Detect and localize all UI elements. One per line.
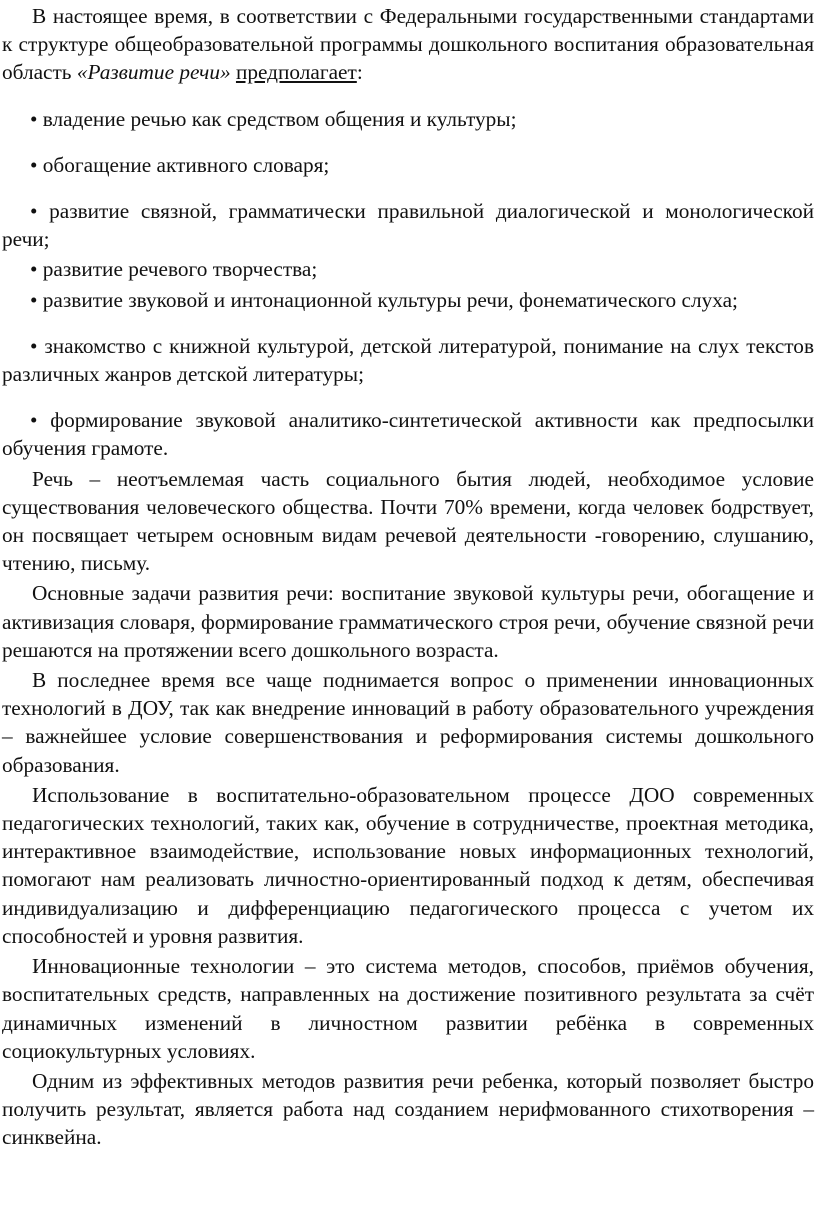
paragraph-tasks: Основные задачи развития речи: воспитание звуковой культуры речи, обогащение и активизация словаря, формирование грамматического строя речи, обучение связной речи решаются на протяжении всего дошкольного возраста. — [2, 581, 814, 662]
paragraph-definition: Инновационные технологии – это система методов, способов, приёмов обучения, воспитательных средств, направленных на достижение позитивного результата за счёт динамичных изменений в личностном развитии ребёнка в современных социокультурных условиях. — [2, 954, 814, 1063]
area-name: «Развитие речи» — [76, 60, 231, 85]
intro-text: В настоящее время, в соответствии с Федеральными государственными стандартами к структуре общеобразовательной программы дошкольного воспитания образовательная область — [2, 4, 814, 85]
bullet-item-7: • формирование звуковой аналитико-синтетической активности как предпосылки обучения грамоте. — [2, 408, 814, 461]
intro-paragraph — [2, 2, 814, 87]
bullet-item-2: • обогащение активного словаря; — [30, 152, 330, 177]
paragraph-technologies: Использование в воспитательно-образовательном процессе ДОО современных педагогических технологий, таких как, обучение в сотрудничестве, проектная методика, интерактивное взаимодействие, использование новых информационных технологий, помогают нам реализовать личностно-ориентированный подход к детям, обеспечивая индивидуализацию и дифференциацию педагогического процесса с учетом их способностей и уровня развития. — [2, 782, 814, 948]
bullet-item-6: • знакомство с книжной культурой, детской литературой, понимание на слух текстов различных жанров детской литературы; — [2, 333, 814, 387]
intro-verb: предполагает — [235, 60, 357, 85]
paragraph-speech: Речь – неотъемлемая часть социального бытия людей, необходимое условие существования человеческого общества. Почти 70% времени, когда человек бодрствует, он посвящает четырем основным видам речевой деятельности -говорению, слушанию, чтению, письму. — [2, 466, 814, 576]
bullet-item-1: • владение речью как средством общения и культуры; — [30, 106, 517, 131]
bullet-item-5: • развитие звуковой и интонационной культуры речи, фонематического слуха; — [30, 287, 738, 312]
bullet-item-4: • развитие речевого творчества; — [30, 257, 318, 282]
paragraph-sinkwein: Одним из эффективных методов развития речи ребенка, который позволяет быстро получить результат, является работа над созданием нерифмованного стихотворения – синквейна. — [2, 1068, 814, 1150]
intro-colon: : — [356, 60, 363, 85]
bullet-item-3: • развитие связной, грамматически правильной диалогической и монологической речи; — [2, 199, 814, 252]
paragraph-innovations: В последнее время все чаще поднимается вопрос о применении инновационных технологий в ДОУ, так как внедрение инноваций в работу образовательного учреждения – важнейшее условие совершенствования и реформирования системы дошкольного образования. — [2, 668, 814, 777]
